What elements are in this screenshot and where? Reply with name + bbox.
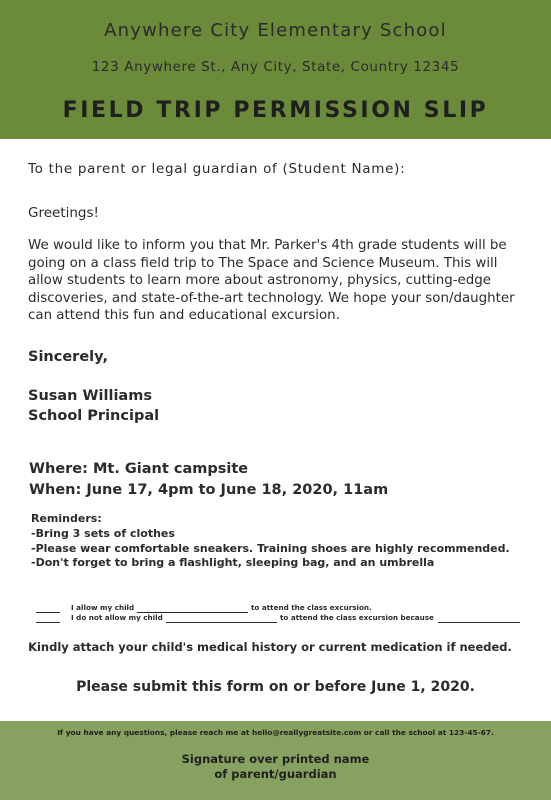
signature-label: Signature over printed name xyxy=(181,752,370,766)
addressee-line: To the parent or legal guardian of (Student Name): xyxy=(28,161,406,177)
allow-suffix: to attend the class excursion. xyxy=(251,603,372,612)
deny-check-line[interactable] xyxy=(36,622,60,623)
page-title: FIELD TRIP PERMISSION SLIP xyxy=(62,98,489,123)
deny-suffix: to attend the class excursion because xyxy=(280,613,434,622)
contact-info: If you have any questions, please reach me at hello@reallygreatsite.com or call the school at 123-45-67. xyxy=(57,728,494,737)
trip-date: When: June 17, 4pm to June 18, 2020, 11am xyxy=(29,482,389,498)
school-name: Anywhere City Elementary School xyxy=(104,20,447,41)
deny-text: I do not allow my child xyxy=(71,613,163,622)
allow-text: I allow my child xyxy=(71,603,135,612)
reminder-item: -Please wear comfortable sneakers. Training shoes are highly recommended. xyxy=(31,542,510,555)
reminder-item: -Bring 3 sets of clothes xyxy=(31,527,175,540)
trip-location: Where: Mt. Giant campsite xyxy=(29,461,249,477)
deny-child-name-line[interactable] xyxy=(166,622,277,623)
closing: Sincerely, xyxy=(28,349,108,365)
signer-name: Susan Williams xyxy=(28,388,152,404)
school-address: 123 Anywhere St., Any City, State, Country 12345 xyxy=(91,59,460,75)
reminders-heading: Reminders: xyxy=(31,512,102,525)
header-banner xyxy=(0,0,551,139)
greeting: Greetings! xyxy=(28,205,99,221)
signature-label-2: of parent/guardian xyxy=(214,767,337,781)
signer-title: School Principal xyxy=(28,408,160,424)
submission-deadline: Please submit this form on or before June 1, 2020. xyxy=(76,679,475,695)
medical-note: Kindly attach your child's medical history or current medication if needed. xyxy=(28,640,512,654)
deny-reason-line[interactable] xyxy=(438,622,520,623)
allow-check-line[interactable] xyxy=(36,612,60,613)
letter-body: We would like to inform you that Mr. Parker's 4th grade students will be going on a class field trip to The Space and Science Museum. This will allow students to learn more about astronomy, physics, cutting-edge discoveries, and state-of-the-art technology. We hope your son/daughter can attend this fun and educational excursion. xyxy=(28,238,515,323)
reminder-item: -Don't forget to bring a flashlight, sleeping bag, and an umbrella xyxy=(31,556,435,569)
